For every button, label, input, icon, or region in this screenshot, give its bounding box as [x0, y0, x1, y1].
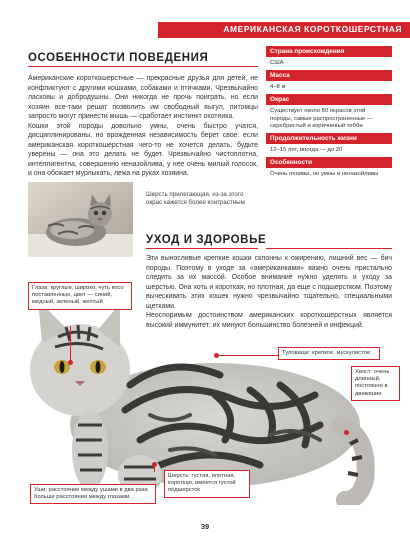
fact-value-features: Очень ленивы, но умны и неназойливы — [270, 171, 379, 178]
behavior-title-rule — [28, 66, 258, 67]
callout-coat: Шерсть: густая, плотная, короткая, имеется густой подшерсток — [164, 470, 250, 498]
callout-eyes: Глаза: круглые, широко, чуть косо поставленные, цвет — синий, медный, зеленый, желтый — [28, 282, 132, 310]
callout-body-dot — [214, 353, 219, 358]
kitten-photo-caption: Шерсть прилегающая, из-за этого окрас кажется более контрастным — [146, 191, 245, 206]
behavior-title: ОСОБЕННОСТИ ПОВЕДЕНИЯ — [28, 52, 209, 64]
callout-tail-dot — [344, 430, 349, 435]
care-title-rule — [146, 248, 258, 249]
callout-ears: Уши: расстояние между ушами в два раза больше расстояния между глазами — [30, 484, 156, 504]
callout-eyes-leader — [70, 326, 71, 362]
header-banner-text: АМЕРИКАНСКАЯ КОРОТКОШЕРСТНАЯ — [223, 24, 402, 34]
callout-tail: Хвост: очень длинный, постоянно в движении — [351, 366, 400, 401]
care-title: УХОД И ЗДОРОВЬЕ — [146, 234, 267, 246]
callout-body: Туловище: крепкое, мускулистое — [278, 347, 380, 360]
facts-bottom-rule — [266, 248, 392, 249]
header-banner — [158, 22, 410, 38]
care-paragraph-1: Эти выносливые крепкие кошки склонны к ожирению, лишний вес — бич породы. Поэтому в уходе за «американками» важно очень пристально следить за их массой. Особое внимание нужно уделять и уходу за шерстью. Она хоть и короткая, но плотная, да еще с подшерстком. Поэтому выческивать этих кошек нужно чрезвычайно тщательно, специальными щетками. — [146, 255, 392, 310]
kitten-photo — [28, 182, 133, 257]
fact-label-lifespan: Продолжительность жизни — [266, 133, 392, 144]
fact-label-color: Окрас — [266, 94, 392, 105]
behavior-text — [28, 74, 258, 179]
fact-value-origin: США — [270, 60, 284, 66]
care-paragraph-2: Неоспоримым достоинством американских короткошерстных является высокий иммунитет: их минуют большинство болезней и инфекций. — [146, 312, 392, 329]
page-number: 39 — [200, 522, 210, 531]
fact-value-lifespan: 12–15 лет, иногда — до 20 — [270, 147, 343, 154]
behavior-paragraph-2: Кошки этой породы довольно умны, очень быстро учатся, дисциплинированы, но врожденная независимость берет свое: если американская короткошерстная чего-то не хочется делать, будьте уверены — она это делать не будет. Чрезвычайно чистоплотна, интеллигентна, совершенно неназойлива, у нее очень милый голосок, и она обожает мурлыкать, лежа на руках хозяина. — [28, 122, 258, 178]
behavior-paragraph-1: Американские короткошерстные — прекрасные друзья для детей, не конфликтуют с другими кошками, собаками и птичками. Чрезвычайно ласковы и добродушны. Они никогда не прочь поиграть, но если хозяин все-таки решит позволить им свободный выгул, питомцы запросто могут принести мышь — сработает инстинкт охотника. — [28, 75, 258, 121]
callout-body-leader — [218, 355, 278, 356]
fact-label-origin: Страна происхождения — [266, 46, 392, 57]
kitten-photo-drawing — [28, 182, 133, 257]
callout-eyes-dot — [68, 360, 73, 365]
facts-sidebar — [266, 46, 392, 181]
callout-coat-dot — [152, 462, 157, 467]
fact-label-weight: Масса — [266, 70, 392, 81]
fact-value-weight: 4–8 кг — [270, 84, 287, 91]
fact-value-color: Существует около 80 окрасов этой породы, самые распространенные — серебристый и коричневый тебби — [270, 108, 373, 129]
fact-label-features: Особенности — [266, 157, 392, 168]
